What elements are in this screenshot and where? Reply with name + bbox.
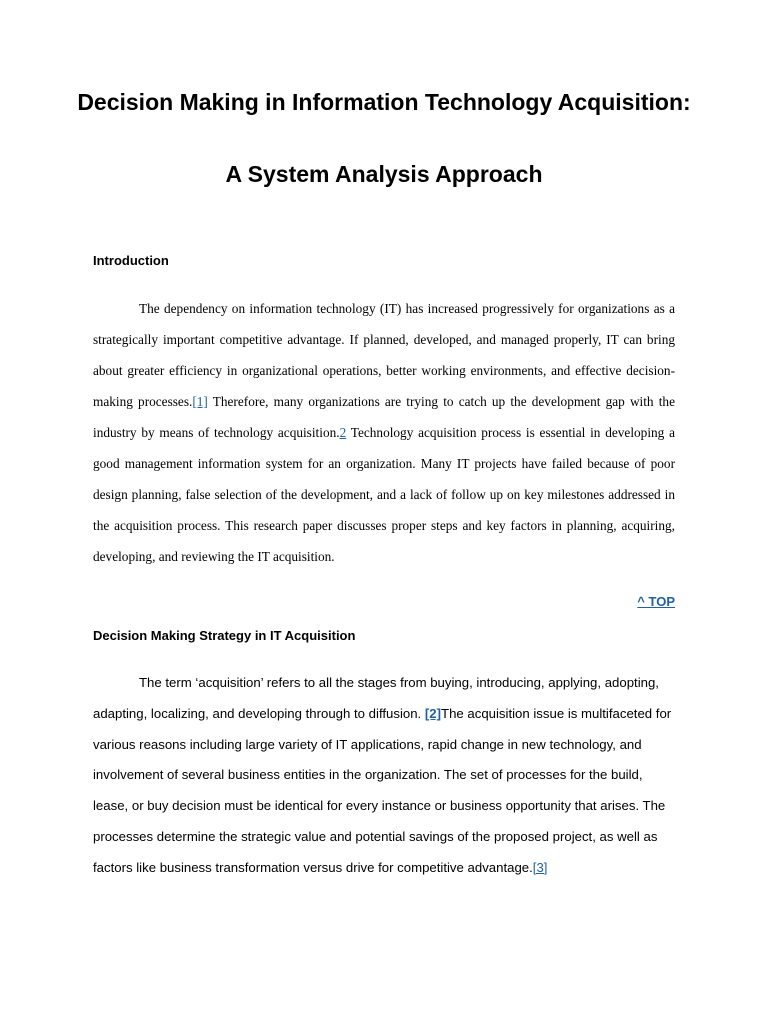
intro-text-2: Therefore, many organizations are trying to catch up the development gap with the industry by means of technology acquisition.: [93, 394, 675, 440]
document-title: Decision Making in Information Technology Acquisition:: [77, 89, 691, 115]
footnote-link-2[interactable]: 2: [339, 425, 347, 440]
footnote-link-4[interactable]: [3]: [532, 859, 548, 875]
strategy-text-1: The term ‘acquisition’ refers to all the stages from buying, introducing, applying, adopting, adapting, localizing, and developing through to diffusion.: [93, 675, 659, 721]
section-heading-introduction: Introduction: [93, 253, 169, 268]
introduction-paragraph: [93, 293, 675, 572]
footnote-link-1[interactable]: [1]: [192, 394, 208, 409]
section-heading-strategy: Decision Making Strategy in IT Acquisition: [93, 628, 356, 643]
intro-text-1: The dependency on information technology (IT) has increased progressively for organizations as a strategically important competitive advantage. If planned, developed, and managed properly, IT can bring about greater efficiency in organizational operations, better working environments, and effective decision-making processes.: [93, 301, 675, 409]
back-to-top-link[interactable]: ^ TOP: [637, 594, 675, 609]
document-subtitle: A System Analysis Approach: [225, 161, 543, 187]
intro-text-3: Technology acquisition process is essential in developing a good management information system for an organization. Many IT projects have failed because of poor design planning, false selection of the development, and a lack of follow up on key milestones addressed in the acquisition process. This research paper discusses proper steps and key factors in planning, acquiring, developing, and reviewing the IT acquisition.: [93, 425, 675, 564]
footnote-link-3[interactable]: [2]: [424, 705, 442, 721]
strategy-paragraph: [93, 668, 675, 884]
strategy-text-2: The acquisition issue is multifaceted for various reasons including large variety of IT applications, rapid change in new technology, and involvement of several business entities in the organization. The set of processes for the build, lease, or buy decision must be identical for every instance or business opportunity that arises. The processes determine the strategic value and potential savings of the proposed project, as well as factors like business transformation versus drive for competitive advantage.: [93, 705, 672, 875]
